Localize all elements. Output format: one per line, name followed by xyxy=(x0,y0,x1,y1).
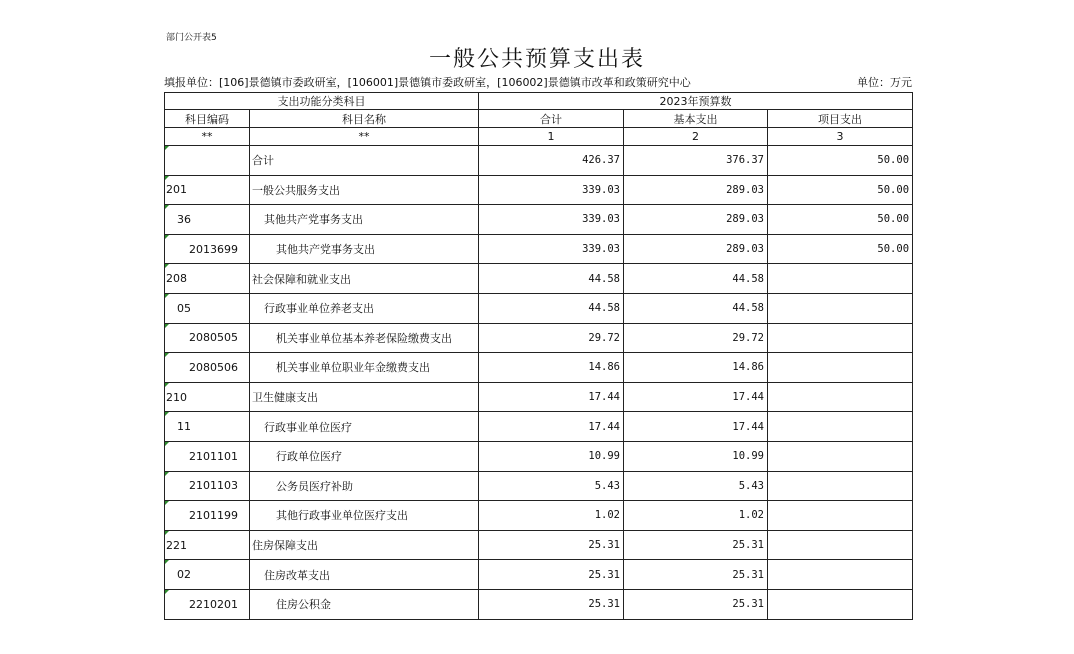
row-name: 一般公共服务支出 xyxy=(250,175,479,205)
row-total: 339.03 xyxy=(479,234,624,264)
row-code: 221 xyxy=(165,530,250,560)
header-star-code: ** xyxy=(165,128,250,146)
header-budget-year: 2023年预算数 xyxy=(479,93,913,110)
row-basic: 25.31 xyxy=(624,530,768,560)
row-project xyxy=(768,264,913,294)
row-total: 5.43 xyxy=(479,471,624,501)
row-project xyxy=(768,560,913,590)
table-row xyxy=(165,146,913,176)
header-index-project: 3 xyxy=(768,128,913,146)
table-row xyxy=(165,293,913,323)
row-project xyxy=(768,471,913,501)
row-basic: 17.44 xyxy=(624,412,768,442)
row-basic: 25.31 xyxy=(624,560,768,590)
row-basic: 25.31 xyxy=(624,589,768,619)
table-row xyxy=(165,205,913,235)
header-index-total: 1 xyxy=(479,128,624,146)
table-row xyxy=(165,264,913,294)
row-basic: 14.86 xyxy=(624,353,768,383)
table-row xyxy=(165,589,913,619)
row-name: 公务员医疗补助 xyxy=(250,471,479,501)
header-index-basic: 2 xyxy=(624,128,768,146)
row-code: 201 xyxy=(165,175,250,205)
table-row xyxy=(165,501,913,531)
row-total: 44.58 xyxy=(479,293,624,323)
row-total: 10.99 xyxy=(479,441,624,471)
page-title: 一般公共预算支出表 xyxy=(428,47,645,72)
row-code: 05 xyxy=(165,293,250,323)
row-total: 339.03 xyxy=(479,175,624,205)
row-total: 1.02 xyxy=(479,501,624,531)
row-project xyxy=(768,441,913,471)
header-function-classification: 支出功能分类科目 xyxy=(165,93,479,110)
row-project xyxy=(768,382,913,412)
header-project: 项目支出 xyxy=(768,110,913,128)
row-name: 其他行政事业单位医疗支出 xyxy=(250,501,479,531)
table-row xyxy=(165,353,913,383)
row-name: 行政单位医疗 xyxy=(250,441,479,471)
table-row xyxy=(165,175,913,205)
reporting-unit-label: 填报单位： xyxy=(164,76,219,89)
table-row xyxy=(165,441,913,471)
table-row xyxy=(165,471,913,501)
row-name: 住房保障支出 xyxy=(250,530,479,560)
row-project: 50.00 xyxy=(768,205,913,235)
row-total: 426.37 xyxy=(479,146,624,176)
row-basic: 44.58 xyxy=(624,264,768,294)
row-name: 住房改革支出 xyxy=(250,560,479,590)
currency-unit xyxy=(857,74,912,90)
table-row xyxy=(165,560,913,590)
row-code: 02 xyxy=(165,560,250,590)
table-row xyxy=(165,382,913,412)
row-code: 2080506 xyxy=(165,353,250,383)
row-total: 14.86 xyxy=(479,353,624,383)
table-row xyxy=(165,412,913,442)
header-star-name: ** xyxy=(250,128,479,146)
row-name: 合计 xyxy=(250,146,479,176)
header-row-index xyxy=(165,128,913,146)
report-meta xyxy=(164,74,912,90)
header-total: 合计 xyxy=(479,110,624,128)
row-code: 2101199 xyxy=(165,501,250,531)
header-code: 科目编码 xyxy=(165,110,250,128)
row-code: 36 xyxy=(165,205,250,235)
row-basic: 17.44 xyxy=(624,382,768,412)
row-code: 2210201 xyxy=(165,589,250,619)
row-code: 2080505 xyxy=(165,323,250,353)
row-code: 2101101 xyxy=(165,441,250,471)
row-basic: 29.72 xyxy=(624,323,768,353)
row-project xyxy=(768,323,913,353)
row-name: 住房公积金 xyxy=(250,589,479,619)
row-project xyxy=(768,530,913,560)
row-code: 11 xyxy=(165,412,250,442)
row-total: 25.31 xyxy=(479,589,624,619)
reporting-unit-value: [106]景德镇市委政研室，[106001]景德镇市委政研室，[106002]景德镇市改革和政策研究中心 xyxy=(219,76,691,89)
row-project xyxy=(768,353,913,383)
row-basic: 10.99 xyxy=(624,441,768,471)
document-code: 部门公开表5 xyxy=(166,33,217,43)
row-name: 机关事业单位基本养老保险缴费支出 xyxy=(250,323,479,353)
row-total: 25.31 xyxy=(479,560,624,590)
row-project: 50.00 xyxy=(768,146,913,176)
header-name: 科目名称 xyxy=(250,110,479,128)
row-name: 其他共产党事务支出 xyxy=(250,234,479,264)
row-total: 29.72 xyxy=(479,323,624,353)
table-row xyxy=(165,530,913,560)
table-row xyxy=(165,323,913,353)
row-name: 行政事业单位养老支出 xyxy=(250,293,479,323)
row-basic: 289.03 xyxy=(624,205,768,235)
row-code: 210 xyxy=(165,382,250,412)
row-project: 50.00 xyxy=(768,234,913,264)
row-code: 2013699 xyxy=(165,234,250,264)
currency-unit-value: 万元 xyxy=(890,76,912,89)
row-basic: 289.03 xyxy=(624,175,768,205)
row-project xyxy=(768,501,913,531)
header-basic: 基本支出 xyxy=(624,110,768,128)
currency-unit-label: 单位： xyxy=(857,76,890,89)
row-total: 17.44 xyxy=(479,412,624,442)
row-code: 208 xyxy=(165,264,250,294)
row-basic: 289.03 xyxy=(624,234,768,264)
row-basic: 1.02 xyxy=(624,501,768,531)
header-row-groups xyxy=(165,93,913,110)
header-row-columns xyxy=(165,110,913,128)
row-name: 其他共产党事务支出 xyxy=(250,205,479,235)
row-project xyxy=(768,293,913,323)
row-code xyxy=(165,146,250,176)
row-total: 17.44 xyxy=(479,382,624,412)
row-project: 50.00 xyxy=(768,175,913,205)
budget-table xyxy=(164,92,913,620)
row-basic: 5.43 xyxy=(624,471,768,501)
table-row xyxy=(165,234,913,264)
row-basic: 44.58 xyxy=(624,293,768,323)
row-basic: 376.37 xyxy=(624,146,768,176)
row-total: 339.03 xyxy=(479,205,624,235)
row-project xyxy=(768,412,913,442)
row-name: 卫生健康支出 xyxy=(250,382,479,412)
row-name: 机关事业单位职业年金缴费支出 xyxy=(250,353,479,383)
row-total: 44.58 xyxy=(479,264,624,294)
row-total: 25.31 xyxy=(479,530,624,560)
row-name: 行政事业单位医疗 xyxy=(250,412,479,442)
row-name: 社会保障和就业支出 xyxy=(250,264,479,294)
row-code: 2101103 xyxy=(165,471,250,501)
row-project xyxy=(768,589,913,619)
